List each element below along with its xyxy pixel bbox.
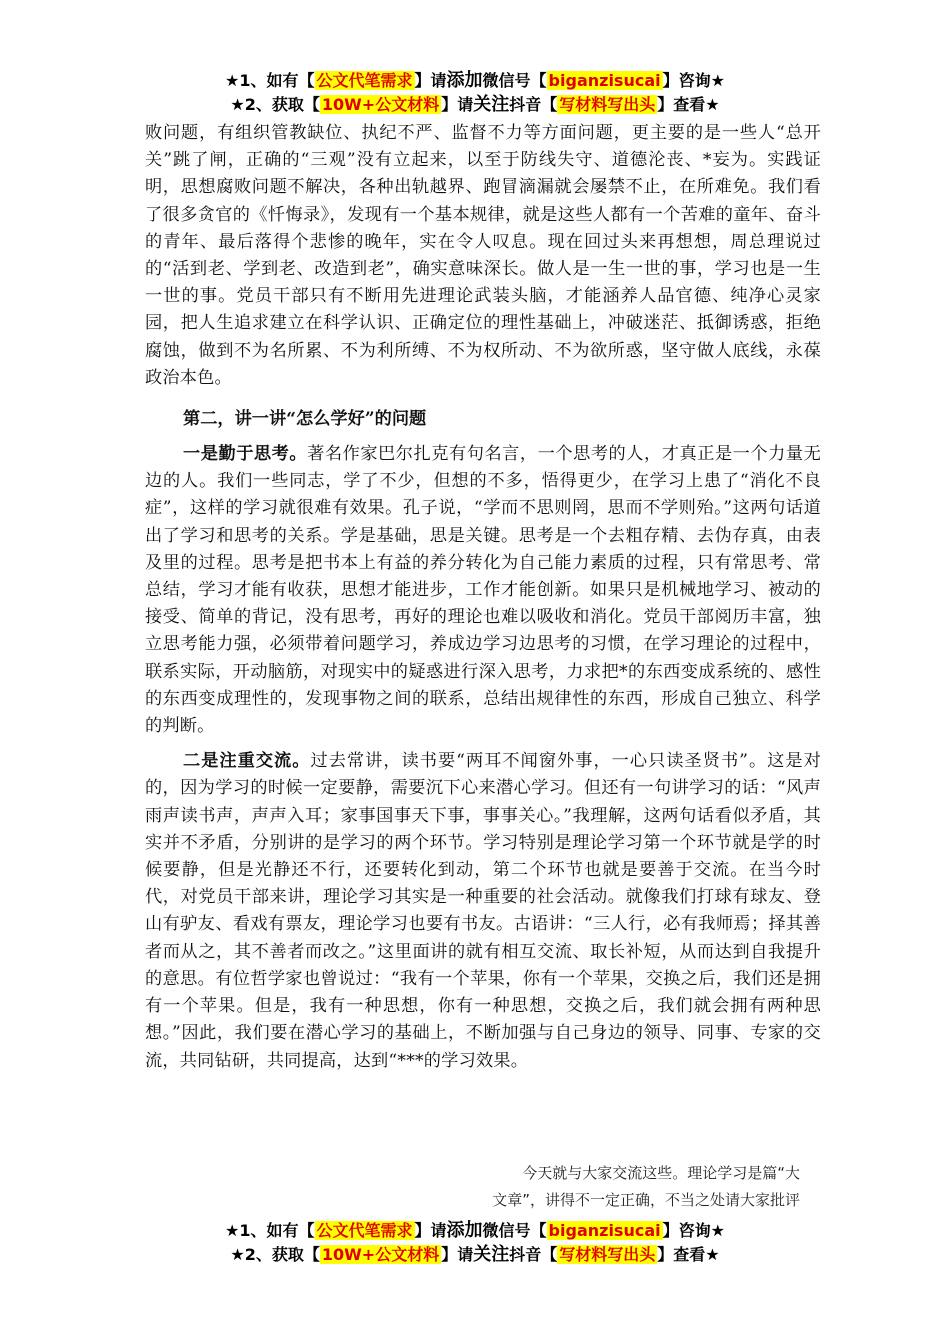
banner-text: ★2、获取【 xyxy=(230,95,320,114)
banner-emphasis: 关注 xyxy=(473,1244,510,1265)
banner-highlight-materials: 10W+公文材料 xyxy=(321,1245,440,1264)
paragraph-text: 著名作家巴尔扎克有句名言，一个思考的人，才真正是一个力量无边的人。我们一些同志，学了不少，但想的不多，悟得更少，在学习上患了“消化不良症”，这样的学习就很难有效果。孔子说，“学而不思则罔，思而不学则殆。”这两句话道出了学习和思考的关系。学是基础，思是关键。思考是一个去粗存精、去伪存真，由表及里的过程。思考是把书本上有益的养分转化为自己能力素质的过程，只有常思考、常总结，学习才能有收获，思想才能进步，工作才能创新。如果只是机械地学习、被动的接受、简单的背记，没有思考，再好的理论也难以吸收和消化。党员干部阅历丰富，独立思考能力强，必须带着问题学习，养成边学习边思考的习惯，在学习理论的过程中，联系实际，开动脑筋，对现实中的疑惑进行深入思考，力求把*的东西变成系统的、感性的东西变成理性的，发现事物之间的联系，总结出规律性的东西，形成自己独立、科学的判断。 xyxy=(145,444,821,737)
banner-text: 】咨询★ xyxy=(662,1221,725,1240)
banner-text: 】咨询★ xyxy=(662,71,725,90)
closing-remark xyxy=(430,1160,800,1214)
banner-highlight-wechat-id: biganzisucai xyxy=(548,71,661,90)
banner-emphasis: 关注 xyxy=(473,94,510,115)
paragraph-lead-thinking: 一是勤于思考。 xyxy=(183,444,308,465)
banner-text: 抖音【 xyxy=(509,95,558,114)
banner-text: 】查看★ xyxy=(657,95,720,114)
banner-text: 】查看★ xyxy=(657,1245,720,1264)
banner-text: 】请 xyxy=(441,1245,474,1264)
body-paragraph-1: 败问题，有组织管教缺位、执纪不严、监督不力等方面问题，更主要的是一些人“总开关”跳了闸，正确的“三观”没有立起来，以至于防线失守、道德沦丧、*妄为。实践证明，思想腐败问题不解决，各种出轨越界、跑冒滴漏就会屡禁不止，在所难免。我们看了很多贪官的《忏悔录》，发现有一个基本规律，就是这些人都有一个苦难的童年、奋斗的青年、最后落得个悲惨的晚年，实在令人叹息。现在回过头来再想想，周总理说过的“活到老、学到老、改造到老”，确实意味深长。做人是一生一世的事，学习也是一生一世的事。党员干部只有不断用先进理论武装头脑，才能涵养人品官德、纯净心灵家园，把人生追求建立在科学认识、正确定位的理性基础上，冲破迷茫、抵御诱惑，拒绝腐蚀，做到不为名所累、不为利所缚、不为权所动、不为欲所惑，坚守做人底线，永葆政治本色。 xyxy=(145,123,821,388)
banner-text: 抖音【 xyxy=(509,1245,558,1264)
banner-highlight-service: 公文代笔需求 xyxy=(316,71,413,90)
top-banner-line-2 xyxy=(0,94,950,116)
banner-text: 微信号【 xyxy=(482,1221,547,1240)
banner-text: ★1、如有【 xyxy=(225,71,315,90)
body-paragraph-2 xyxy=(145,441,821,740)
banner-emphasis: 添加 xyxy=(446,1220,483,1241)
paragraph-lead-exchange: 二是注重交流。 xyxy=(183,751,311,772)
closing-line-2: 文章”，讲得不一定正确，不当之处请大家批评 xyxy=(492,1191,800,1209)
banner-highlight-douyin-id: 写材料写出头 xyxy=(559,1245,656,1264)
body-paragraph-3 xyxy=(145,748,821,1074)
banner-text: 】请 xyxy=(414,71,447,90)
banner-emphasis: 添加 xyxy=(446,70,483,91)
closing-line-1: 今天就与大家交流这些。理论学习是篇“大 xyxy=(522,1164,800,1182)
bottom-banner-line-2 xyxy=(0,1244,950,1266)
paragraph-text: 过去常讲，读书要“两耳不闻窗外事，一心只读圣贤书”。这是对的，因为学习的时候一定要静，需要沉下心来潜心学习。但还有一句讲学习的话：“风声雨声读书声，声声入耳；家事国事天下事，事事关心。”我理解，这两句话看似矛盾，其实并不矛盾，分别讲的是学习的两个环节。学习特别是理论学习第一个环节就是学的时候要静，但是光静还不行，还要转化到动，第二个环节也就是要善于交流。在当今时代，对党员干部来讲，理论学习其实是一种重要的社会活动。就像我们打球有球友、登山有驴友、看戏有票友，理论学习也要有书友。古语讲：“三人行，必有我师焉；择其善者而从之，其不善者而改之。”这里面讲的就有相互交流、取长补短，从而达到自我提升的意思。有位哲学家也曾说过：“我有一个苹果，你有一个苹果，交换之后，我们还是拥有一个苹果。但是，我有一种思想，你有一种思想，交换之后，我们就会拥有两种思想。”因此，我们要在潜心学习的基础上，不断加强与自己身边的领导、同事、专家的交流，共同钻研，共同提高，达到“***的学习效果。 xyxy=(145,751,821,1071)
banner-highlight-douyin-id: 写材料写出头 xyxy=(559,95,656,114)
top-banner-line-1 xyxy=(0,70,950,92)
banner-text: 】请 xyxy=(441,95,474,114)
banner-text: 】请 xyxy=(414,1221,447,1240)
document-body xyxy=(145,120,821,1075)
banner-text: ★1、如有【 xyxy=(225,1221,315,1240)
section-heading-2: 第二，讲一讲“怎么学好”的问题 xyxy=(183,409,427,430)
bottom-banner-line-1 xyxy=(0,1220,950,1242)
banner-text: 微信号【 xyxy=(482,71,547,90)
banner-highlight-service: 公文代笔需求 xyxy=(316,1221,413,1240)
banner-highlight-wechat-id: biganzisucai xyxy=(548,1221,661,1240)
banner-highlight-materials: 10W+公文材料 xyxy=(321,95,440,114)
banner-text: ★2、获取【 xyxy=(230,1245,320,1264)
